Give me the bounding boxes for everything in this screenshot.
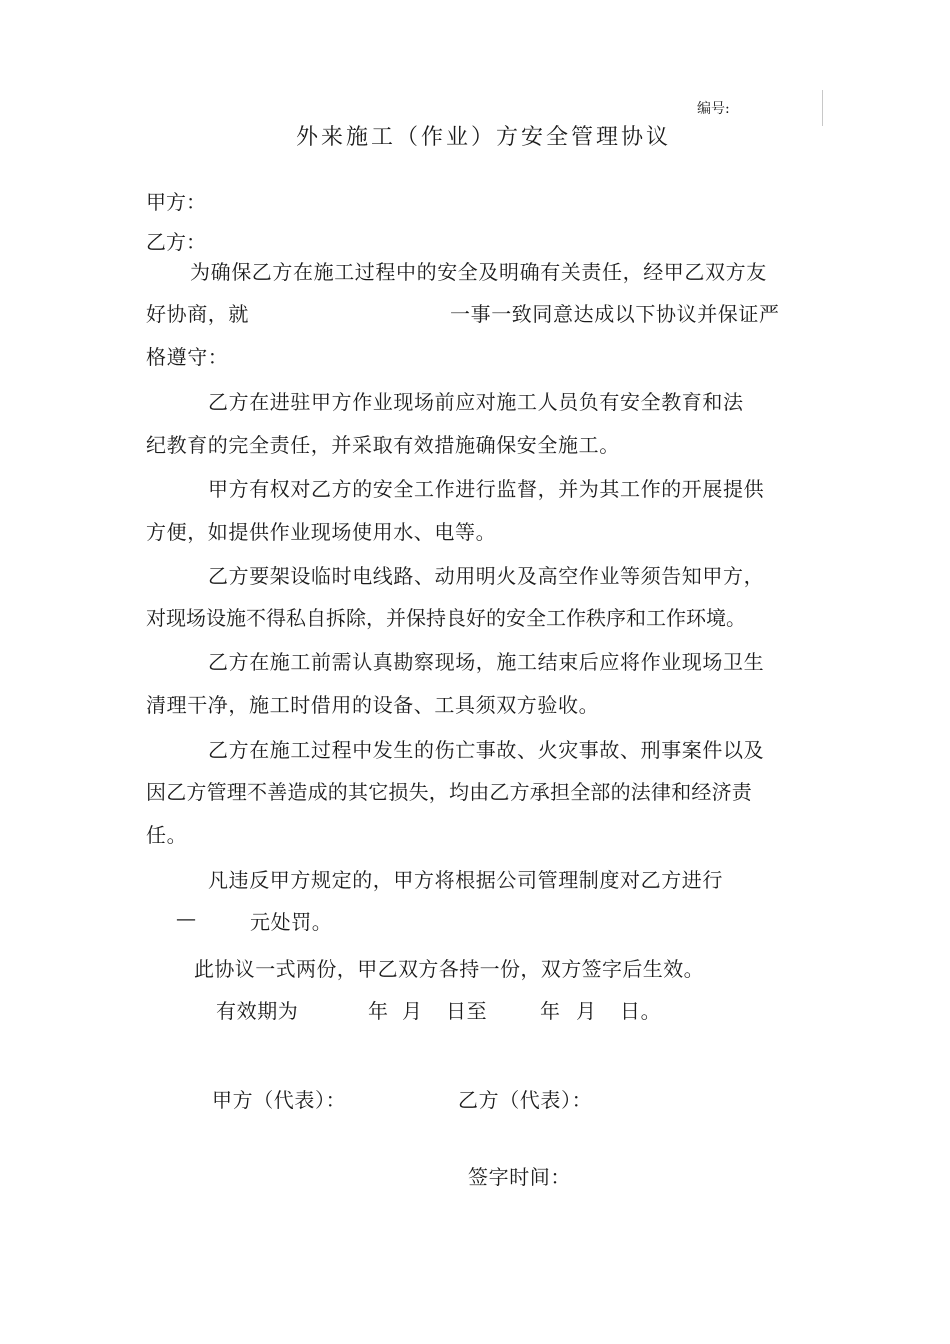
serial-number-label: 编号:: [697, 101, 730, 117]
validity-year-2: 年: [540, 999, 561, 1023]
validity-label: 有效期为: [216, 999, 299, 1023]
intro-line-1: 为确保乙方在施工过程中的安全及明确有关责任，经甲乙双方友: [190, 260, 767, 284]
intro-line-2-end: 一事一致同意达成以下协议并保证严: [450, 302, 780, 326]
party-b-label: 乙方：: [146, 230, 206, 254]
clause-4-line-1: 乙方在施工前需认真勘察现场，施工结束后应将作业现场卫生: [208, 650, 765, 674]
document-title: 外来施工（作业）方安全管理协议: [296, 125, 672, 150]
clause-3-line-2: 对现场设施不得私自拆除，并保持良好的安全工作秩序和工作环境。: [146, 606, 746, 630]
clause-1-line-1: 乙方在进驻甲方作业现场前应对施工人员负有安全教育和法: [208, 390, 744, 414]
clause-1-line-2: 纪教育的完全责任，并采取有效措施确保安全施工。: [146, 433, 620, 457]
clause-5-line-3: 任。: [146, 823, 188, 847]
margin-divider: [822, 90, 823, 126]
intro-line-2-start: 好协商，就: [146, 302, 249, 326]
validity-day-1-to: 日至: [446, 999, 488, 1023]
clause-4-line-2: 清理干净，施工时借用的设备、工具须双方验收。: [146, 693, 600, 717]
validity-day-2: 日。: [620, 999, 662, 1023]
party-a-label: 甲方：: [146, 190, 206, 214]
clause-5-line-1: 乙方在施工过程中发生的伤亡事故、火灾事故、刑事案件以及: [208, 738, 765, 762]
validity-month-1: 月: [402, 999, 423, 1023]
clause-3-line-1: 乙方要架设临时电线路、动用明火及高空作业等须告知甲方，: [208, 564, 765, 588]
clause-2-line-2: 方便，如提供作业现场使用水、电等。: [146, 520, 497, 544]
signing-time-label: 签字时间：: [468, 1165, 571, 1189]
party-b-representative: 乙方（代表）：: [458, 1088, 593, 1112]
validity-month-2: 月: [576, 999, 597, 1023]
party-a-representative: 甲方（代表）：: [212, 1088, 347, 1112]
penalty-amount-suffix: 元处罚。: [250, 910, 333, 934]
copies-statement: 此协议一式两份，甲乙双方各持一份，双方签字后生效。: [194, 957, 704, 981]
clause-2-line-1: 甲方有权对乙方的安全工作进行监督，并为其工作的开展提供: [208, 477, 765, 501]
penalty-line-1: 凡违反甲方规定的，甲方将根据公司管理制度对乙方进行: [208, 868, 723, 892]
validity-year-1: 年: [368, 999, 389, 1023]
penalty-dash: —: [176, 906, 197, 930]
clause-5-line-2: 因乙方管理不善造成的其它损失，均由乙方承担全部的法律和经济责: [146, 780, 752, 804]
intro-line-3: 格遵守：: [146, 345, 229, 369]
